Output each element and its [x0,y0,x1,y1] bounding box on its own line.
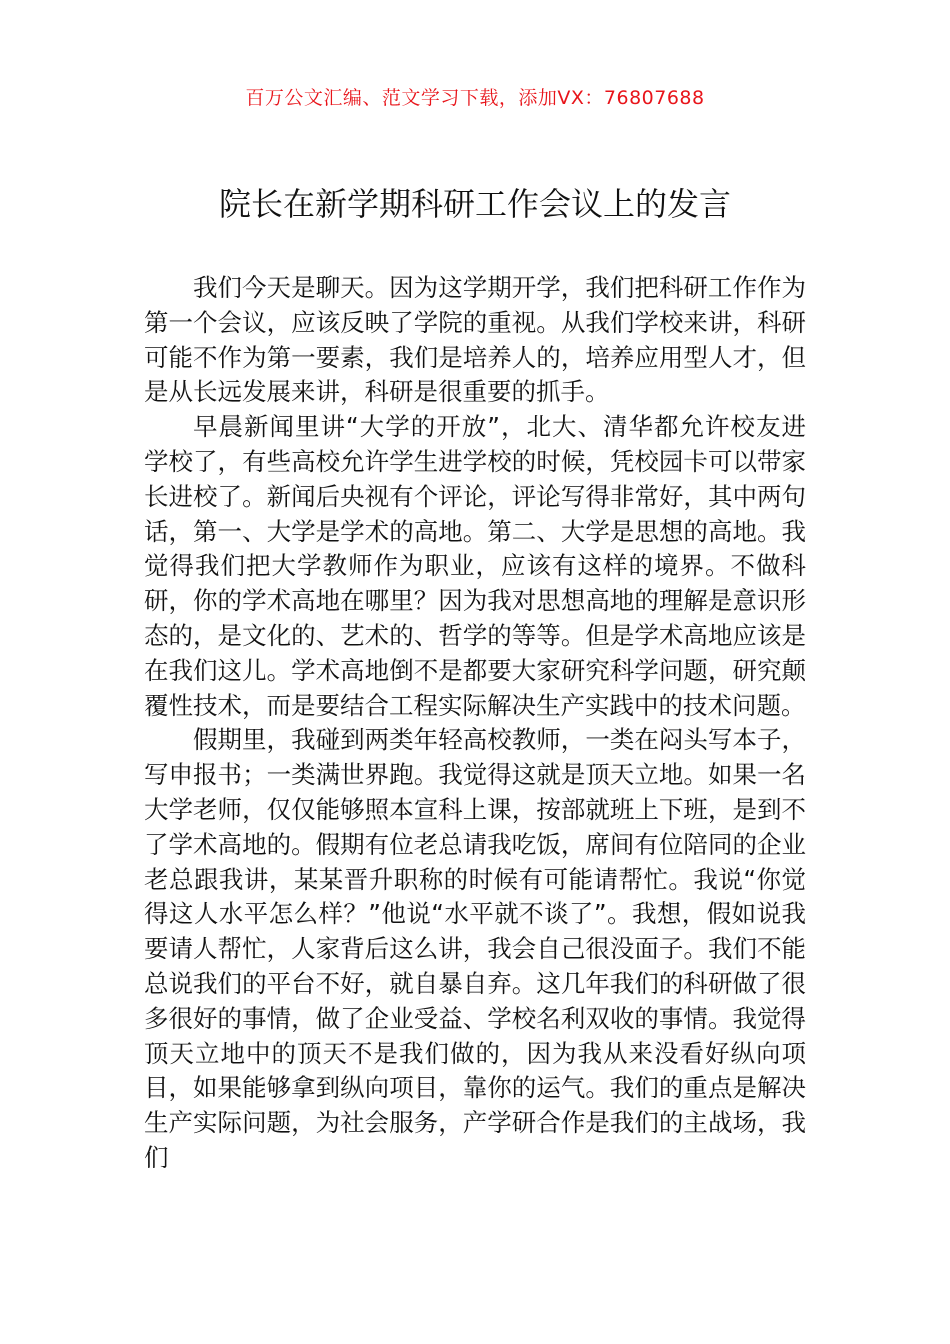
header-note: 百万公文汇编、范文学习下载，添加VX：76807688 [245,87,705,109]
document-body [144,271,806,1176]
document-title: 院长在新学期科研工作会议上的发言 [218,185,731,223]
paragraph-1: 我们今天是聊天。因为这学期开学，我们把科研工作作为第一个会议，应该反映了学院的重视。从我们学校来讲，科研可能不作为第一要素，我们是培养人的，培养应用型人才，但是从长远发展来讲，科研是很重要的抓手。 [144,273,806,407]
paragraph-3: 假期里，我碰到两类年轻高校教师，一类在闷头写本子，写申报书；一类满世界跑。我觉得这就是顶天立地。如果一名大学老师，仅仅能够照本宣科上课，按部就班上下班，是到不了学术高地的。假期有位老总请我吃饭，席间有位陪同的企业老总跟我讲，某某晋升职称的时候有可能请帮忙。我说“你觉得这人水平怎么样？”他说“水平就不谈了”。我想，假如说我要请人帮忙，人家背后这么讲，我会自己很没面子。我们不能总说我们的平台不好，就自暴自弃。这几年我们的科研做了很多很好的事情，做了企业受益、学校名利双收的事情。我觉得顶天立地中的顶天不是我们做的，因为我从来没看好纵向项目，如果能够拿到纵向项目，靠你的运气。我们的重点是解决生产实际问题，为社会服务，产学研合作是我们的主战场，我们 [144,725,806,1172]
paragraph-2: 早晨新闻里讲“大学的开放”，北大、清华都允许校友进学校了，有些高校允许学生进学校的时候，凭校园卡可以带家长进校了。新闻后央视有个评论，评论写得非常好，其中两句话，第一、大学是学术的高地。第二、大学是思想的高地。我觉得我们把大学教师作为职业，应该有这样的境界。不做科研，你的学术高地在哪里？因为我对思想高地的理解是意识形态的，是文化的、艺术的、哲学的等等。但是学术高地应该是在我们这儿。学术高地倒不是都要大家研究科学问题，研究颠覆性技术，而是要结合工程实际解决生产实践中的技术问题。 [144,412,806,720]
